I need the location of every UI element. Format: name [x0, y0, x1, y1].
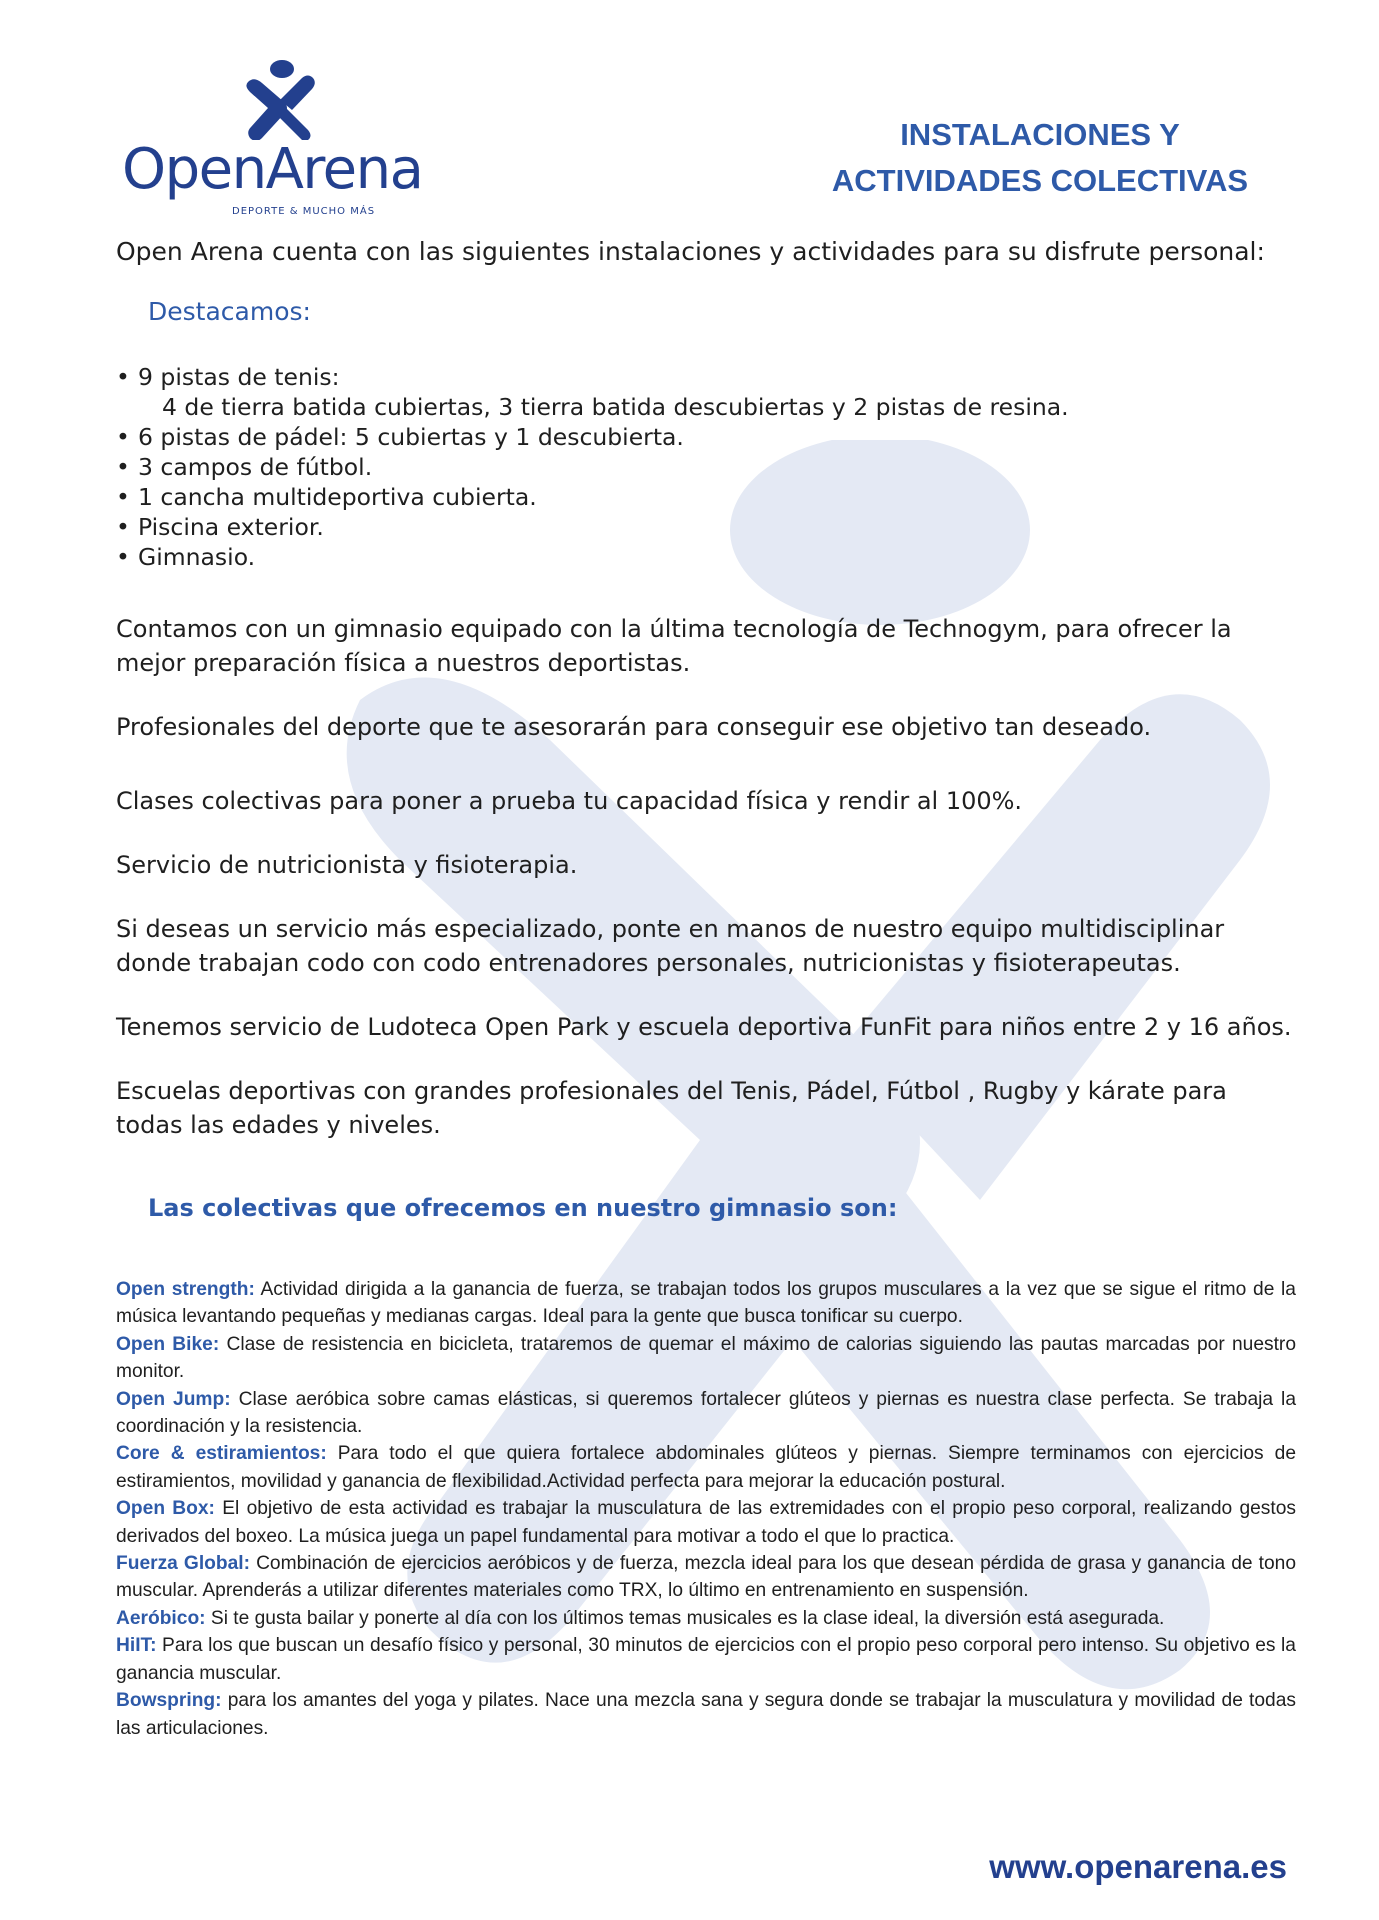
- class-description: Combinación de ejercicios aeróbicos y de fuerza, mezcla ideal para los que desean pérdida de grasa y ganancia de tono muscular. Aprenderás a utilizar diferentes materiales como TRX, lo último en entrenamiento en suspensión.: [116, 1553, 1296, 1602]
- facility-text: 9 pistas de tenis:: [138, 363, 340, 391]
- list-item: [116, 362, 1296, 422]
- class-description: para los amantes del yoga y pilates. Nace una mezcla sana y segura donde se trabajar la musculatura y movilidad de todas las articulaciones.: [116, 1690, 1296, 1739]
- gym-paragraph: Contamos con un gimnasio equipado con la última tecnología de Technogym, para ofrecer la mejor preparación física a nuestros deportistas.: [116, 615, 1232, 677]
- list-item: [116, 1331, 1296, 1386]
- professionals-paragraph: Profesionales del deporte que te asesorarán para conseguir ese objetivo tan deseado.: [116, 713, 1152, 741]
- intro-paragraph: Open Arena cuenta con las siguientes instalaciones y actividades para su disfrute personal:: [116, 237, 1265, 266]
- classes-list: [116, 1276, 1296, 1742]
- list-item: [116, 1276, 1296, 1331]
- class-description: Actividad dirigida a la ganancia de fuerza, se trabajan todos los grupos musculares a la vez que se sigue el ritmo de la música levantando pequeñas y medianas cargas. Ideal para la gente que busca tonificar su cuerpo.: [116, 1279, 1296, 1328]
- facility-detail: 4 de tierra batida cubiertas, 3 tierra batida descubiertas y 2 pistas de resina.: [162, 393, 1069, 421]
- class-name: Aeróbico:: [116, 1607, 206, 1629]
- class-description: Para los que buscan un desafío físico y personal, 30 minutos de ejercicios con el propio peso corporal pero intenso. Su objetivo es la ganancia muscular.: [116, 1635, 1296, 1684]
- page-title: [805, 112, 1275, 204]
- specialized-paragraph: Si deseas un servicio más especializado, ponte en manos de nuestro equipo multidisciplinar donde trabajan codo con codo entrenadores personales, nutricionistas y fisioterapeutas.: [116, 915, 1225, 977]
- class-description: Para todo el que quiera fortalece abdominales glúteos y piernas. Siempre terminamos con ejercicios de estiramientos, movilidad y ganancia de flexibilidad.Actividad perfecta para mejorar la educación postural.: [116, 1443, 1296, 1492]
- ludoteca-paragraph: Tenemos servicio de Ludoteca Open Park y escuela deportiva FunFit para niños entre 2 y 16 años.: [116, 1013, 1292, 1041]
- nutrition-paragraph: Servicio de nutricionista y fisioterapia.: [116, 851, 578, 879]
- list-item: • 6 pistas de pádel: 5 cubiertas y 1 descubierta.: [116, 422, 1296, 452]
- list-item: • 3 campos de fútbol.: [116, 452, 1296, 482]
- class-description: Clase aeróbica sobre camas elásticas, si queremos fortalecer glúteos y piernas es nuestra clase perfecta. Se trabaja la coordinación y la resistencia.: [116, 1388, 1296, 1438]
- list-item: [116, 1440, 1296, 1495]
- facilities-list: [116, 362, 1296, 572]
- title-line-1: INSTALACIONES Y: [900, 117, 1180, 152]
- list-item: [116, 1687, 1296, 1742]
- list-item: [116, 1605, 1296, 1632]
- class-name: Open Jump:: [116, 1388, 231, 1410]
- logo-tagline: DEPORTE & MUCHO MÁS: [232, 206, 376, 217]
- classes-paragraph: Clases colectivas para poner a prueba tu capacidad física y rendir al 100%.: [116, 787, 1023, 815]
- highlights-heading: Destacamos:: [148, 297, 311, 326]
- logo-figure-icon: [242, 58, 322, 140]
- list-item: [116, 1632, 1296, 1687]
- class-name: HiIT:: [116, 1635, 157, 1657]
- openarena-logo: [122, 58, 452, 228]
- list-item: • 1 cancha multideportiva cubierta.: [116, 482, 1296, 512]
- title-line-2: ACTIVIDADES COLECTIVAS: [831, 163, 1249, 198]
- class-name: Core & estiramientos:: [116, 1443, 327, 1465]
- list-item: [116, 1495, 1296, 1550]
- schools-paragraph: Escuelas deportivas con grandes profesionales del Tenis, Pádel, Fútbol , Rugby y kárate para todas las edades y niveles.: [116, 1077, 1227, 1139]
- class-description: Clase de resistencia en bicicleta, trataremos de quemar el máximo de calorias siguiendo las pautas marcadas por nuestro monitor.: [116, 1333, 1296, 1383]
- class-name: Open Bike:: [116, 1333, 220, 1355]
- class-name: Open strength:: [116, 1279, 255, 1300]
- class-description: Si te gusta bailar y ponerte al día con los últimos temas musicales es la clase ideal, la diversión está asegurada.: [210, 1607, 1165, 1629]
- class-name: Bowspring:: [116, 1690, 222, 1712]
- logo-wordmark: OpenArena: [122, 137, 423, 202]
- list-item: [116, 1550, 1296, 1605]
- list-item: [116, 1386, 1296, 1441]
- list-item: • Piscina exterior.: [116, 512, 1296, 542]
- class-description: El objetivo de esta actividad es trabajar la musculatura de las extremidades con el propio peso corporal, realizando gestos derivados del boxeo. La música juega un papel fundamental para motivar a todo el que lo practica.: [116, 1498, 1296, 1547]
- class-name: Open Box:: [116, 1498, 215, 1520]
- main-content: [116, 236, 1296, 1742]
- website-link[interactable]: www.openarena.es: [989, 1848, 1287, 1885]
- classes-heading: Las colectivas que ofrecemos en nuestro gimnasio son:: [148, 1194, 898, 1222]
- class-name: Fuerza Global:: [116, 1553, 250, 1575]
- list-item: • Gimnasio.: [116, 542, 1296, 572]
